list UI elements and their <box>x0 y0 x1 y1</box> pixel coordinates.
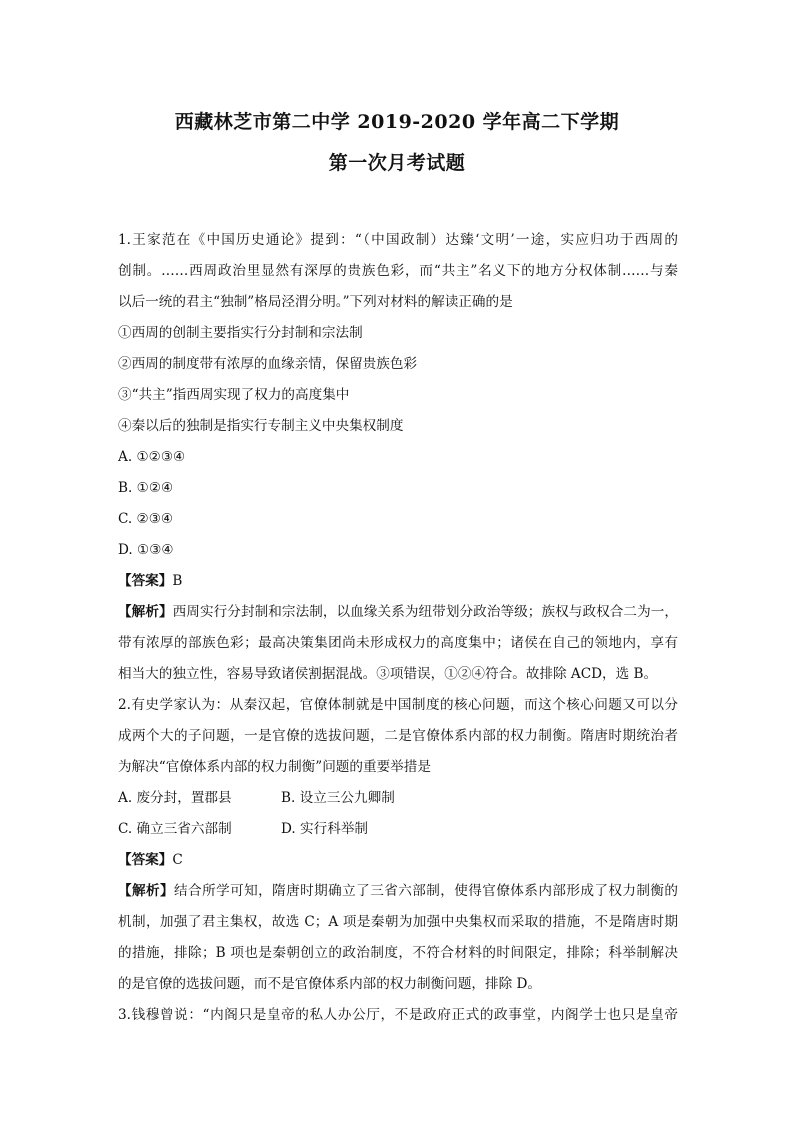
question-1-statement: ③“共主”指西周实现了权力的高度集中 <box>118 387 350 403</box>
document-subtitle: 第一次月考试题 <box>328 152 466 174</box>
question-1-stem-line: 创制。……西周政治里显然有深厚的贵族色彩，而“共主”名义下的地方分权体制……与秦 <box>118 263 678 279</box>
question-3-stem-line: 3.钱穆曾说：“内阁只是皇帝的私人办公厅，不是政府正式的政事堂，内阁学士也只是皇帝 <box>118 1007 678 1023</box>
document-title: 西藏林芝市第二中学 2019-2020 学年高二下学期 <box>174 111 620 133</box>
answer-tag: 【答案】 <box>118 573 173 589</box>
analysis-tag: 【解析】 <box>118 883 175 899</box>
question-2-option-a: A. 废分封，置郡县 <box>118 790 232 806</box>
question-2-options-row <box>118 783 678 814</box>
question-2-option-d: D. 实行科举制 <box>281 821 369 837</box>
answer-value: B <box>172 573 183 589</box>
question-1-answer <box>118 566 678 597</box>
question-2-analysis-line <box>118 876 678 907</box>
answer-value: C <box>172 852 183 868</box>
question-1-stem-line: 以后一统的君主“独制”格局泾渭分明。”下列对材料的解读正确的是 <box>118 294 513 310</box>
question-1-analysis-line <box>118 597 678 628</box>
question-1-option-c: C. ②③④ <box>118 511 174 527</box>
question-1-statement: ②西周的制度带有浓厚的血缘亲情，保留贵族色彩 <box>118 356 418 372</box>
analysis-tag: 【解析】 <box>118 604 173 620</box>
question-1-stem-line: 1.王家范在《中国历史通论》提到：“（中国政制）达臻‘文明’一途，实应归功于西周的 <box>118 232 678 248</box>
question-1-option-a: A. ①②③④ <box>118 449 186 465</box>
question-2-stem-line: 为解决“官僚体系内部的权力制衡”问题的重要举措是 <box>118 759 431 775</box>
question-2-stem-line: 2.有史学家认为：从秦汉起，官僚体制就是中国制度的核心问题，而这个核心问题又可以分 <box>118 697 678 713</box>
question-2-analysis-line: 的措施，排除；B 项也是秦朝创立的政治制度，不符合材料的时间限定，排除；科举制解决 <box>118 945 678 961</box>
question-1 <box>118 225 678 690</box>
document-body <box>118 225 678 1031</box>
question-1-analysis-line: 带有浓厚的部族色彩；最高决策集团尚未形成权力的高度集中；诸侯在自己的领地内，享有 <box>118 635 678 651</box>
question-2-option-b: B. 设立三公九卿制 <box>281 790 395 806</box>
analysis-text: 结合所学可知，隋唐时期确立了三省六部制，使得官僚体系内部形成了权力制衡的 <box>174 883 678 899</box>
question-2-analysis-line: 的是官僚的选拔问题，而不是官僚体系内部的权力制衡问题，排除 D。 <box>118 976 542 992</box>
question-1-statement: ①西周的创制主要指实行分封制和宗法制 <box>118 325 363 341</box>
question-2-stem-line: 成两个大的子问题，一是官僚的选拔问题，二是官僚体系内部的权力制衡。隋唐时期统治者 <box>118 728 678 744</box>
question-2-option-c: C. 确立三省六部制 <box>118 821 232 837</box>
question-2-options-row <box>118 814 678 845</box>
analysis-text: 西周实行分封制和宗法制，以血缘关系为纽带划分政治等级；族权与政权合二为一， <box>172 604 678 620</box>
question-2-answer <box>118 845 678 876</box>
question-2-analysis-line: 机制，加强了君主集权，故选 C；A 项是秦朝为加强中央集权而采取的措施，不是隋唐时期 <box>118 914 678 930</box>
question-1-option-d: D. ①③④ <box>118 542 174 558</box>
question-1-analysis-line: 相当大的独立性，容易导致诸侯割据混战。③项错误，①②④符合。故排除 ACD，选 B。 <box>118 666 658 682</box>
question-1-option-b: B. ①②④ <box>118 480 174 496</box>
question-3 <box>118 1000 678 1031</box>
question-2 <box>118 690 678 1000</box>
question-1-statement: ④秦以后的独制是指实行专制主义中央集权制度 <box>118 418 404 434</box>
answer-tag: 【答案】 <box>118 852 173 868</box>
